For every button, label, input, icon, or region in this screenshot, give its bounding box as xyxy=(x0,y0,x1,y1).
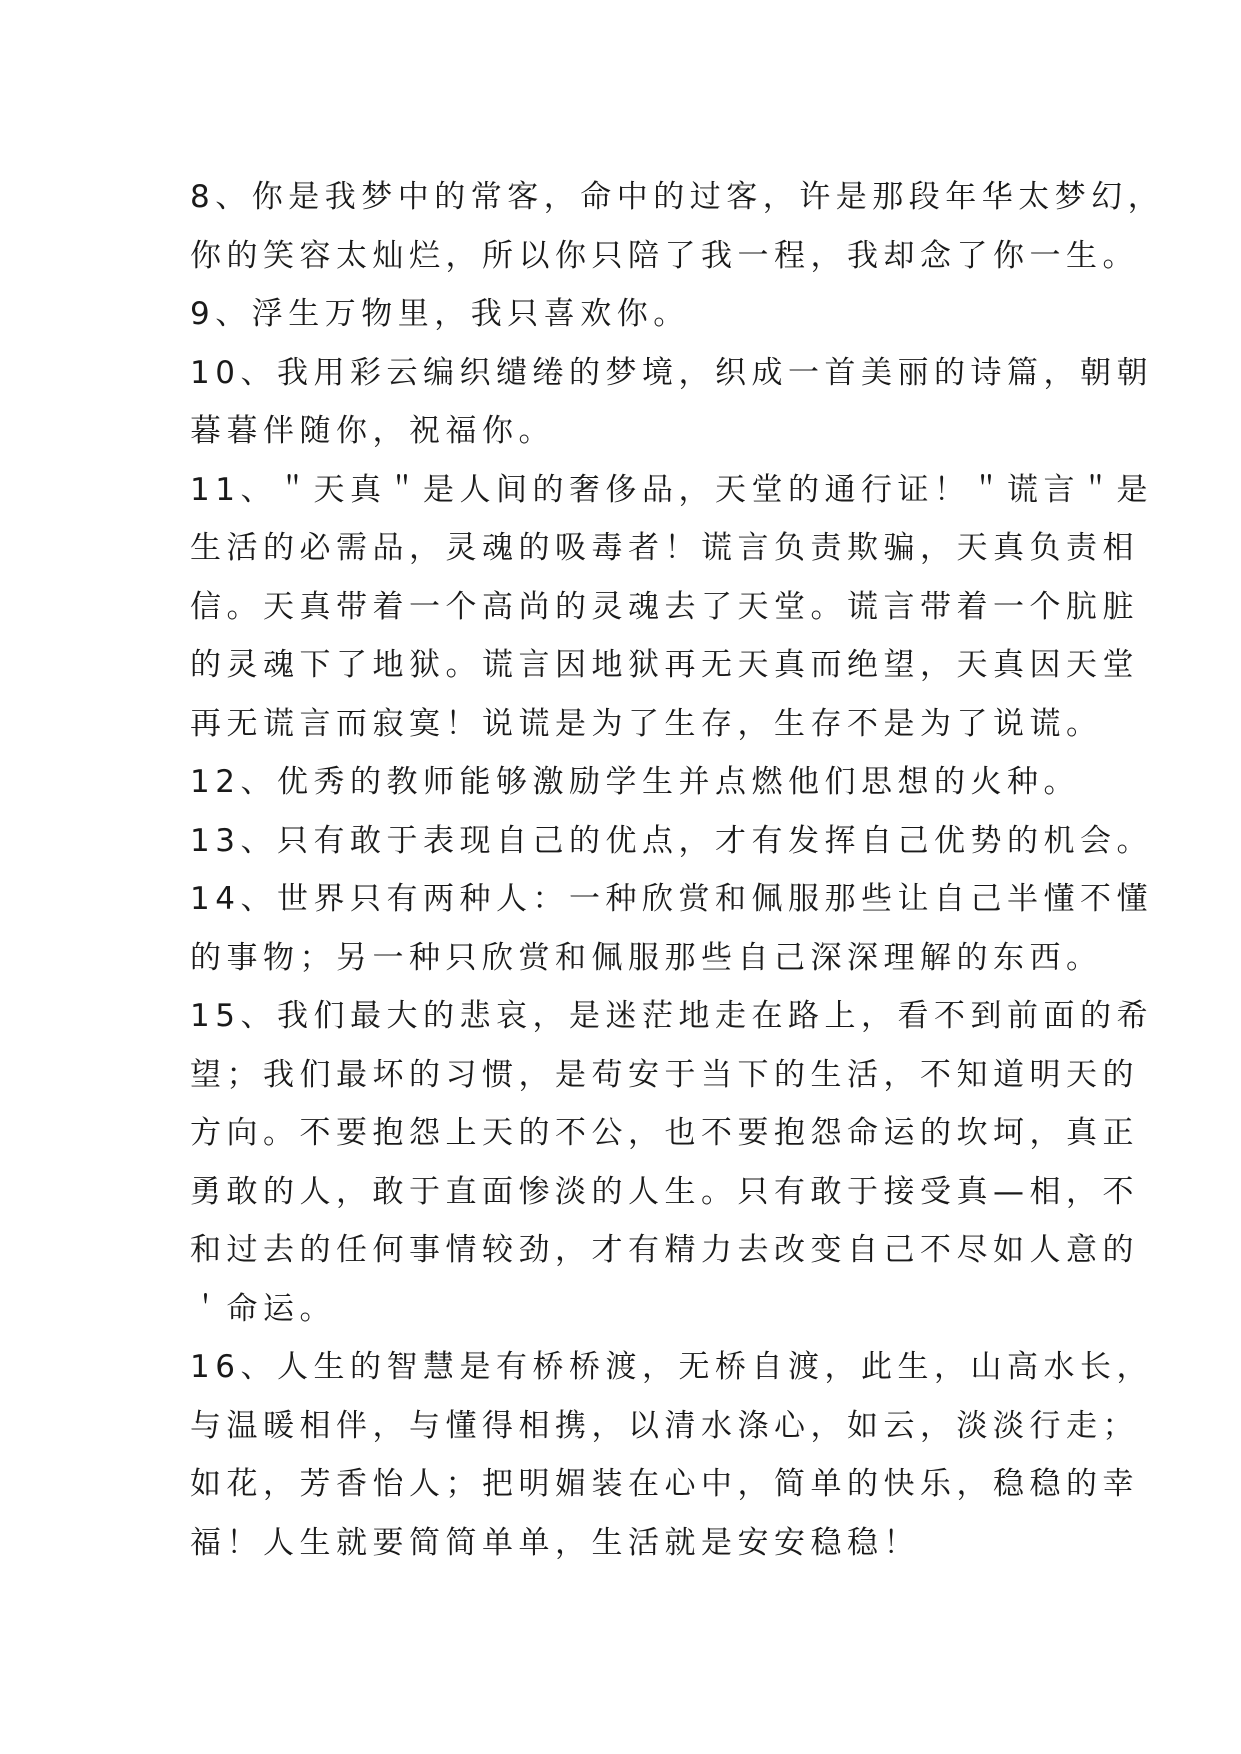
text-line: 8、你是我梦中的常客，命中的过客，许是那段年华太梦幻， xyxy=(190,179,1165,215)
text-line: 和过去的任何事情较劲，才有精力去改变自己不尽如人意的 xyxy=(190,1232,1139,1268)
text-line: 生活的必需品，灵魂的吸毒者！谎言负责欺骗，天真负责相 xyxy=(190,530,1139,566)
text-line: 10、我用彩云编织缱绻的梦境，织成一首美丽的诗篇，朝朝 xyxy=(190,354,1153,391)
text-line: ＇命运。 xyxy=(190,1290,336,1327)
text-line: 15、我们最大的悲哀，是迷茫地走在路上，看不到前面的希 xyxy=(190,998,1153,1034)
text-line: 12、优秀的教师能够激励学生并点燃他们思想的火种。 xyxy=(190,764,1080,800)
text-line: 再无谎言而寂寞！说谎是为了生存，生存不是为了说谎。 xyxy=(190,705,1103,742)
text-line: 13、只有敢于表现自己的优点，才有发挥自己优势的机会。 xyxy=(190,822,1153,859)
text-line: 9、浮生万物里，我只喜欢你。 xyxy=(190,296,690,332)
text-line: 望；我们最坏的习惯，是苟安于当下的生活，不知道明天的 xyxy=(190,1056,1139,1093)
text-line: 方向。不要抱怨上天的不公，也不要抱怨命运的坎坷，真正 xyxy=(190,1115,1139,1151)
text-line: 勇敢的人，敢于直面惨淡的人生。只有敢于接受真—相，不 xyxy=(190,1173,1139,1210)
text-line: 14、世界只有两种人：一种欣赏和佩服那些让自己半懂不懂 xyxy=(190,881,1153,917)
text-line: 的事物；另一种只欣赏和佩服那些自己深深理解的东西。 xyxy=(190,939,1103,976)
text-line: 信。天真带着一个高尚的灵魂去了天堂。谎言带着一个肮脏 xyxy=(190,588,1139,625)
text-line: 如花，芳香怡人；把明媚装在心中，简单的快乐，稳稳的幸 xyxy=(190,1466,1139,1502)
text-line: 与温暖相伴，与懂得相携，以清水涤心，如云，淡淡行走； xyxy=(190,1407,1139,1444)
text-line: 的灵魂下了地狱。谎言因地狱再无天真而绝望，天真因天堂 xyxy=(190,647,1139,683)
text-line: 暮暮伴随你，祝福你。 xyxy=(190,413,555,449)
text-line: 福！人生就要简简单单，生活就是安安稳稳！ xyxy=(190,1524,920,1561)
text-line: 你的笑容太灿烂，所以你只陪了我一程，我却念了你一生。 xyxy=(190,237,1139,274)
text-line: 11、＂天真＂是人间的奢侈品，天堂的通行证！＂谎言＂是 xyxy=(190,471,1153,508)
document-body xyxy=(190,168,1165,1572)
text-line: 16、人生的智慧是有桥桥渡，无桥自渡，此生，山高水长， xyxy=(190,1349,1153,1385)
